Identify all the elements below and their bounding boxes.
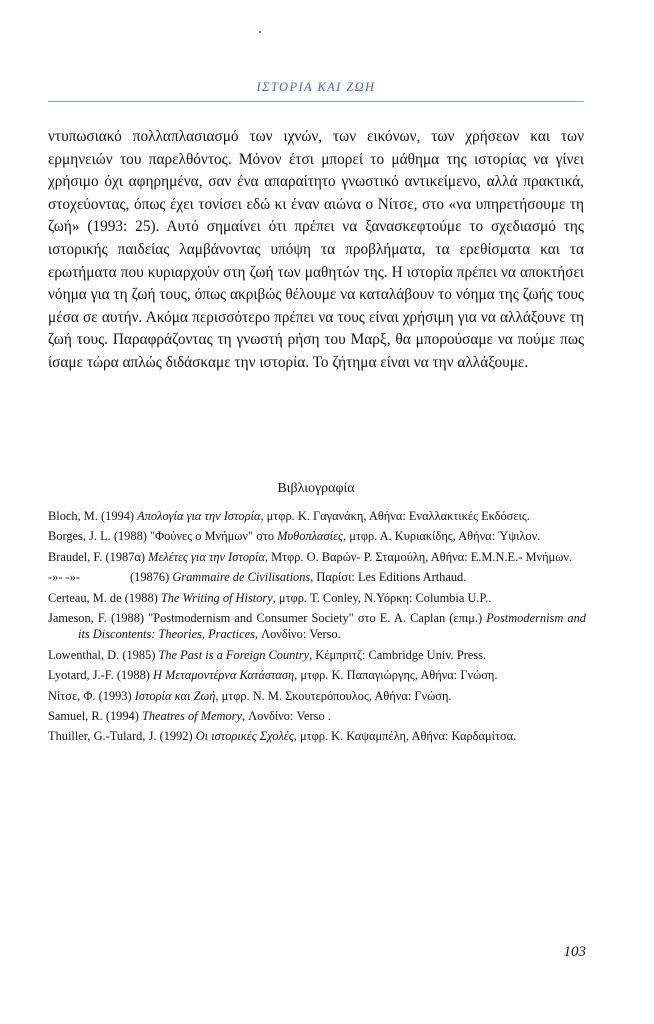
bib-title: The Past is a Foreign Country — [158, 647, 310, 662]
bib-author: Lowenthal, D. (1985) — [48, 647, 159, 662]
bib-details: , μτφρ. Α. Κυριακίδης, Αθήνα: Ύψιλον. — [343, 529, 541, 544]
bib-author: Bloch, M. (1994) — [48, 509, 138, 523]
bib-author: Braudel, F. (1987α) — [48, 549, 149, 564]
bib-author: Samuel, R. (1994) — [48, 709, 142, 724]
bib-author: Lyotard, J.-F. (1988) — [48, 668, 154, 683]
bib-entry — [48, 569, 586, 585]
bib-entry — [48, 528, 586, 544]
bib-entry — [48, 728, 586, 744]
bib-author: -»- -»- — [48, 570, 80, 585]
bib-entry — [48, 508, 586, 524]
bib-title: Η Μεταμοντέρνα Κατάσταση — [153, 668, 295, 683]
bib-entry — [48, 590, 586, 606]
bib-details: , μτφρ. Κ. Γαγανάκη, Αθήνα: Εναλλακτικές Εκδόσεις. — [260, 509, 530, 523]
bib-title: The Writing of History — [160, 590, 273, 605]
stray-mark — [259, 31, 261, 33]
body-paragraph: ντυπωσιακό πολλαπλασιασμό των ιχνών, των εικόνων, των χρήσεων και των ερμηνειών του παρελθόντος. Μόνον έτσι μπορεί το μάθημα της ιστορίας να γίνει χρήσιμο όχι αφηρημένα, σαν ένα απαραίτητο γνωστικό αντικείμενο, αλλά πρακτικά, στοχεύοντας, όπως έχει τονίσει εδώ κι έναν αιώνα ο Νίτσε, στο «να υπηρετήσουμε τη ζωή» (1993: 25). Αυτό σημαίνει ότι πρέπει να ξανασκεφτούμε το σχεδιασμό της ιστορικής παιδείας λαμβάνοντας υπόψη τα προβλήματα, τα ερεθίσματα και τα ερωτήματα που κυριαρχούν στη ζωή των μαθητών της. Η ιστορία πρέπει να αποκτήσει νόημα για τη ζωή τους, όπως ακριβώς θέλουμε να καταλάβουν το νόημα της ζωής τους μέσα σε αυτήν. Ακόμα περισσότερο πρέπει να τους είναι χρήσιμη για να αλλάξουνε τη ζωή τους. Παραφράζοντας τη γνωστή ρήση του Μαρξ, θα μπορούσαμε να πούμε πως ίσαμε τώρα απλώς διδάσκαμε την ιστορία. Το ζήτημα είναι να την αλλάξουμε. — [48, 128, 584, 371]
bib-title: Απολογία για την Ιστορία — [137, 509, 261, 523]
bib-details: , Παρίσι: Les Editions Arthaud. — [310, 570, 467, 585]
bib-author: Νίτσε, Φ. (1993) — [48, 688, 135, 703]
bibliography-list — [48, 508, 586, 749]
bib-details: , Λονδίνο: Verso . — [241, 709, 331, 724]
bib-title: Ιστορία και Ζωή — [134, 688, 216, 703]
bib-title: Μυθοπλασίες — [277, 529, 343, 544]
bib-entry — [48, 647, 586, 663]
bib-details: , Μτφρ. Ο. Βαρών- Ρ. Σταμούλη, Αθήνα: Ε.Μ.Ν.Ε.- Μνήμων. — [264, 549, 573, 564]
bib-author: Thuiller, G.-Tulard, J. (1992) — [48, 729, 196, 744]
bib-title: Μελέτες για την Ιστορία — [148, 549, 265, 564]
page-number: 103 — [563, 944, 586, 960]
bib-title: Theatres of Memory — [141, 709, 242, 724]
bib-details: , μτφρ. Κ. Παπαγιώργης, Αθήνα: Γνώση. — [294, 668, 498, 683]
bib-title: Οι ιστορικές Σχολές — [195, 729, 294, 744]
bib-entry — [48, 610, 586, 643]
bib-entry — [48, 708, 586, 724]
bib-details: , μτφρ. Ν. Μ. Σκουτερόπουλος, Αθήνα: Γνώση. — [215, 688, 452, 703]
bib-details: , Κέμπριτζ: Cambridge Univ. Press. — [309, 647, 487, 662]
bib-year: (19876) — [130, 570, 173, 585]
bibliography-heading: Βιβλιογραφία — [277, 481, 355, 496]
header-rule — [48, 101, 584, 102]
bib-title: Grammaire de Civilisations — [172, 570, 311, 585]
bib-entry — [48, 688, 586, 704]
bib-details: , μτφρ. Κ. Καψαμπέλη, Αθήνα: Καρδαμίτσα. — [293, 729, 517, 744]
bib-author: Borges, J. L. (1988) "Φούνες ο Μνήμων" στο — [48, 529, 278, 544]
bib-entry — [48, 549, 586, 565]
running-header: ΙΣΤΟΡΙΑ ΚΑΙ ΖΩΗ — [256, 80, 376, 94]
bib-author: Jameson, F. (1988) "Postmodernism and Consumer Society" στο E. A. Caplan (επιμ.) — [48, 611, 487, 626]
bib-entry — [48, 667, 586, 683]
bib-details: , Λονδίνο: Verso. — [254, 627, 341, 642]
bib-details: , μτφρ. T. Conley, N.Υόρκη: Columbia U.P.. — [272, 590, 492, 605]
bib-title: Postmodernism and its Discontents: Theories, Practices — [78, 611, 587, 642]
bib-author: Certeau, M. de (1988) — [48, 590, 161, 605]
